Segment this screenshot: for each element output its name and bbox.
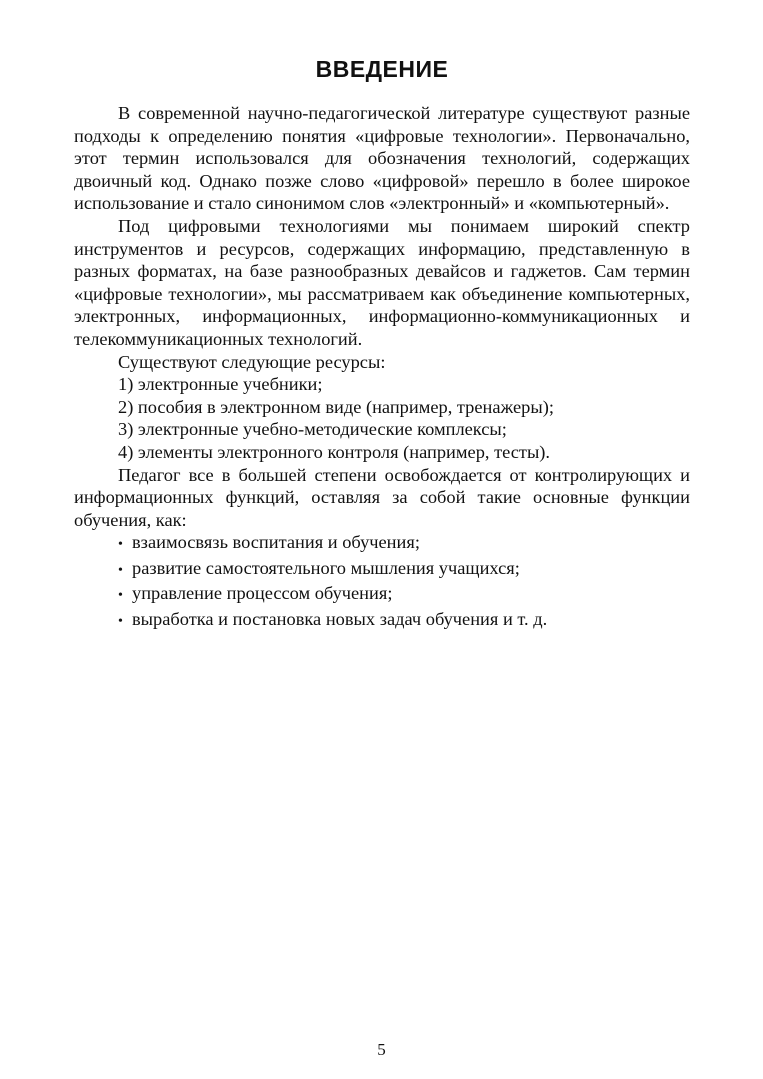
list-item-text: управление процессом обучения; — [132, 583, 393, 604]
list-item — [74, 608, 690, 634]
list-item — [74, 531, 690, 557]
bullet-icon: • — [118, 537, 123, 553]
resources-list — [74, 373, 690, 463]
page-title: ВВЕДЕНИЕ — [315, 56, 449, 82]
list-item — [74, 582, 690, 608]
paragraph-functions-lead: Педагог все в большей степени освобождается от контролирующих и информационных функций, оставляя за собой такие основные функции обучения, как: — [74, 464, 690, 530]
list-item: 1) электронные учебники; — [118, 374, 323, 395]
paragraph-intro: В современной научно-педагогической литературе существуют разные подходы к определению понятия «цифровые технологии». Первоначально, этот термин использовался для обозначения технологий, содержащих двоичный код. Однако позже слово «цифровой» перешло в более широкое использование и стало синонимом слов «электронный» и «компьютерный». — [74, 103, 690, 214]
page-number: 5 — [377, 1040, 386, 1059]
list-item: 3) электронные учебно-методические комплексы; — [118, 419, 507, 440]
paragraph-resources-lead: Существуют следующие ресурсы: — [118, 351, 386, 372]
list-item-text: взаимосвязь воспитания и обучения; — [132, 532, 420, 553]
list-item: 4) элементы электронного контроля (например, тесты). — [118, 441, 551, 462]
paragraph-definition: Под цифровыми технологиями мы понимаем широкий спектр инструментов и ресурсов, содержащих информацию, представленную в разных форматах, на базе разнообразных девайсов и гаджетов. Сам термин «цифровые технологии», мы рассматриваем как объединение компьютерных, электронных, информационных, информационно-коммуникационных и телекоммуникационных технологий. — [74, 215, 690, 349]
list-item — [74, 557, 690, 583]
functions-list — [74, 531, 690, 633]
list-item-text: развитие самостоятельного мышления учащихся; — [132, 557, 520, 578]
list-item: 2) пособия в электронном виде (например, тренажеры); — [118, 396, 554, 417]
bullet-icon: • — [118, 614, 123, 630]
page-content — [74, 52, 690, 634]
bullet-icon: • — [118, 588, 123, 604]
list-item-text: выработка и постановка новых задач обучения и т. д. — [132, 609, 548, 630]
bullet-icon: • — [118, 562, 123, 578]
